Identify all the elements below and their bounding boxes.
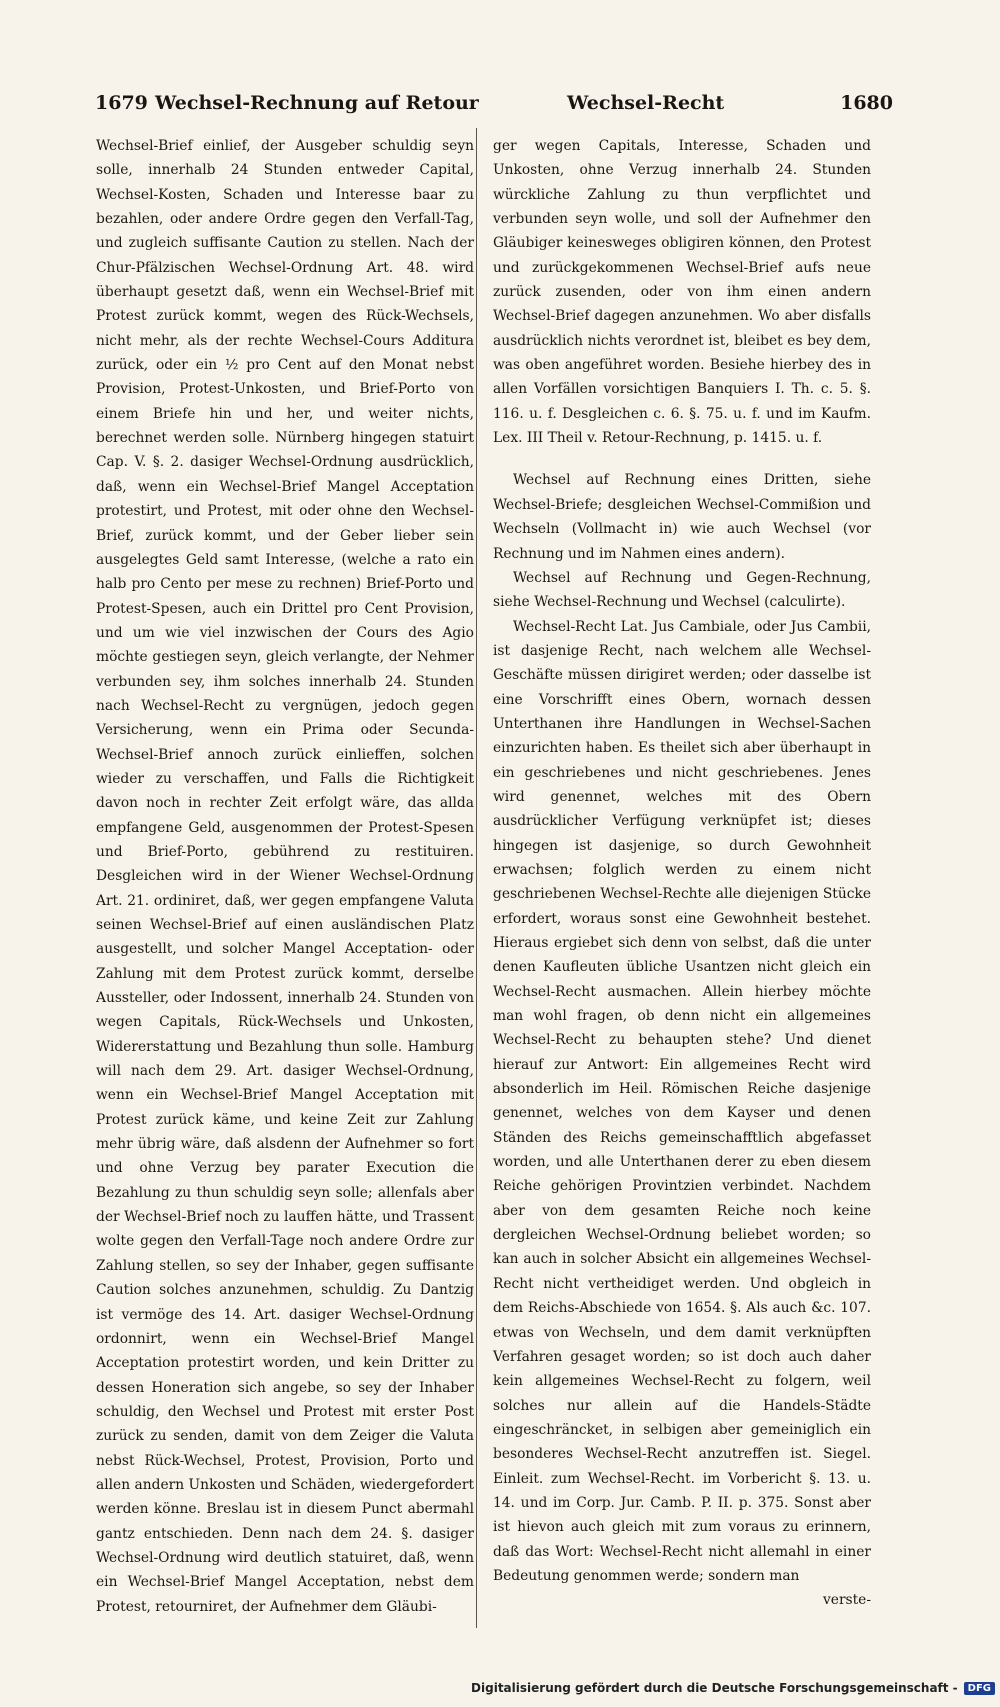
left-paragraph: Wechsel-Brief einlief, der Ausgeber schuldig seyn solle, innerhalb 24 Stunden entweder Capital, Wechsel-Kosten, Schaden und Interesse baar zu bezahlen, oder andere Ordre gegen den Verfall-Tag, und zugleich suffisante Caution zu stellen. Nach der Chur-Pfälzischen Wechsel-Ordnung Art. 48. wird überhaupt gesetzt daß, wenn ein Wechsel-Brief mit Protest zurück kommt, wegen des Rück-Wechsels, nicht mehr, als der rechte Wechsel-Cours Additura zurück, oder ein ½ pro Cent auf den Monat nebst Provision, Protest-Unkosten, und Brief-Porto von einem Briefe hin und her, und weiter nichts, berechnet werden solle. Nürnberg hingegen statuirt Cap. V. §. 2. dasiger Wechsel-Ordnung ausdrücklich, daß, wenn ein Wechsel-Brief Mangel Acceptation protestirt, und Protest, mit oder ohne den Wechsel-Brief, zurück kommt, und der Geber lieber sein ausgelegtes Geld samt Interesse, (welche a rato ein halb pro Cento per mese zu rechnen) Brief-Porto und Protest-Spesen, auch ein Drittel pro Cent Provision, und um wie viel inzwischen der Cours des Agio möchte gestiegen seyn, gleich verlangte, der Nehmer verbunden sey, ihm solches innerhalb 24. Stunden nach Wechsel-Recht zu vergnügen, jedoch gegen Versicherung, wenn ein Prima oder Secunda-Wechsel-Brief annoch zurück einlieffen, solchen wieder zu verschaffen, und Falls die Richtigkeit davon noch in rechter Zeit erfolgt wäre, das allda empfangene Geld, ausgenommen der Protest-Spesen und Brief-Porto, gebührend zu restituiren. Desgleichen wird in der Wiener Wechsel-Ordnung Art. 21. ordiniret, daß, wer gegen empfangene Valuta seinen Wechsel-Brief auf einen ausländischen Platz ausgestellt, und solcher Mangel Acceptation- oder Zahlung mit dem Protest zurück kommt, derselbe Aussteller, oder Indossent, innerhalb 24. Stunden von wegen Capitals, Rück-Wechsels und Unkosten, Widererstattung und Bezahlung thun solle. Hamburg will nach dem 29. Art. dasiger Wechsel-Ordnung, wenn ein Wechsel-Brief Mangel Acceptation mit Protest zurück käme, und keine Zeit zur Zahlung mehr übrig wäre, daß alsdenn der Aufnehmer so fort und ohne Verzug bey parater Execution die Bezahlung zu thun schuldig seyn solle; allenfals aber der Wechsel-Brief noch zu lauffen hätte, und Trassent wolte gegen den Verfall-Tage noch andere Ordre zur Zahlung stellen, so sey der Inhaber, gegen suffisante Caution solches anzunehmen, schuldig. Zu Dantzig ist vermöge des 14. Art. dasiger Wechsel-Ordnung ordonnirt, wenn ein Wechsel-Brief Mangel Acceptation protestirt worden, und kein Dritter zu dessen Honeration sich angebe, so sey der Inhaber schuldig, den Wechsel und Protest mit erster Post zurück zu senden, damit von dem Zeiger die Valuta nebst Rück-Wechsel, Protest, Provision, Porto und allen andern Unkosten und Schäden, wiedergefordert werden könne. Breslau ist in diesem Punct abermahl gantz entschieden. Denn nach dem 24. §. dasiger Wechsel-Ordnung wird deutlich statuiret, daß, wenn ein Wechsel-Brief Mangel Acceptation, nebst dem Protest, retourniret, der Aufnehmer dem Gläubi- [96,138,474,1615]
digitization-footer [471,1677,995,1699]
entry-wechsel-gegenrechnung: Wechsel auf Rechnung und Gegen-Rechnung, siehe Wechsel-Rechnung und Wechsel (calculirte). [493,569,871,611]
right-paragraph-continuation: ger wegen Capitals, Interesse, Schaden und Unkosten, ohne Verzug innerhalb 24. Stunden würckliche Zahlung zu thun verpflichtet und verbunden seyn wolle, und soll der Aufnehmer den Gläubiger keinesweges obligiren können, den Protest und zurückgekommenen Wechsel-Brief aufs neue zurück zusenden, oder von ihm einen andern Wechsel-Brief dagegen anzunehmen. Wo aber disfalls ausdrücklich nichts verordnet ist, bleibet es bey dem, was oben angeführet worden. Besiehe hierbey des in allen Vorfällen vorsichtigen Banquiers I. Th. c. 5. §. 116. u. f. Desgleichen c. 6. §. 75. u. f. und im Kaufm. Lex. III Theil v. Retour-Rechnung, p. 1415. u. f. [493,138,871,447]
catchword: verste- [822,1592,871,1609]
page-number-left: 1679 [95,92,148,114]
dfg-logo: DFG [964,1682,995,1695]
entry-wechsel-recht: Wechsel-Recht Lat. Jus Cambiale, oder Jus Cambii, ist dasjenige Recht, nach welchem alle Wechsel-Geschäfte müssen dirigiret werden; oder dasselbe ist eine Vorschrifft eines Obern, wornach dessen Unterthanen ihre Handlungen in Wechsel-Sachen einzurichten haben. Es theilet sich aber überhaupt in ein geschriebenes und nicht geschriebenes. Jenes wird genennet, welches mit des Obern ausdrücklicher Verfügung verknüpfet ist; dieses hingegen ist dasjenige, so durch Gewohnheit erwachsen; folglich werden zu einem nicht geschriebenen Wechsel-Rechte alle diejenigen Stücke erfordert, woraus sonst eine Gewohnheit bestehet. Hieraus ergiebet sich denn von selbst, daß die unter denen Kaufleuten übliche Usantzen nicht gleich ein Wechsel-Recht ausmachen. Allein hierbey möchte man wohl fragen, ob denn nicht ein allgemeines Wechsel-Recht zu behaupten stehe? Und dienet hierauf zur Antwort: Ein allgemeines Recht wird absonderlich im Heil. Römischen Reiche dasjenige genennet, welches von dem Kayser und denen Ständen des Reichs gemeinschafftlich abgefasset worden, und alle Unterthanen derer zu eben diesem Reiche gehörigen Provintzien verbindet. Nachdem aber von dem gesamten Reiche noch keine dergleichen Wechsel-Ordnung beliebet worden; so kan auch in solcher Absicht ein allgemeines Wechsel-Recht nicht vertheidiget werden. Und obgleich in dem Reichs-Abschiede von 1654. §. Als auch &c. 107. etwas von Wechseln, und dem damit verknüpften Verfahren gesaget worden; so ist doch auch daher kein allgemeines Wechsel-Recht zu folgern, weil solches nur allein auf die Handels-Städte eingeschräncket, in selbigen aber gemeiniglich ein besonderes Wechsel-Recht anzutreffen ist. Siegel. Einleit. zum Wechsel-Recht. im Vorbericht §. 13. u. 14. und im Corp. Jur. Camb. P. II. p. 375. Sonst aber ist hievon auch gleich mit zum voraus zu erinnern, daß das Wort: Wechsel-Recht nicht allemahl in einer Bedeutung genommen werde; sondern man [493,618,871,1584]
running-title-right: Wechsel-Recht [567,92,725,114]
running-header [95,92,893,122]
running-title-left: Wechsel-Rechnung auf Retour [155,92,479,114]
left-column [96,134,474,1619]
page-number-right: 1680 [840,92,893,114]
right-column [493,134,871,1613]
column-divider [476,128,477,1628]
entry-wechsel-dritten: Wechsel auf Rechnung eines Dritten, siehe Wechsel-Briefe; desgleichen Wechsel-Commißion und Wechseln (Vollmacht in) wie auch Wechsel (vor Rechnung und im Nahmen eines andern). [493,472,871,562]
footer-text: Digitalisierung gefördert durch die Deutsche Forschungsgemeinschaft - [471,1681,958,1695]
